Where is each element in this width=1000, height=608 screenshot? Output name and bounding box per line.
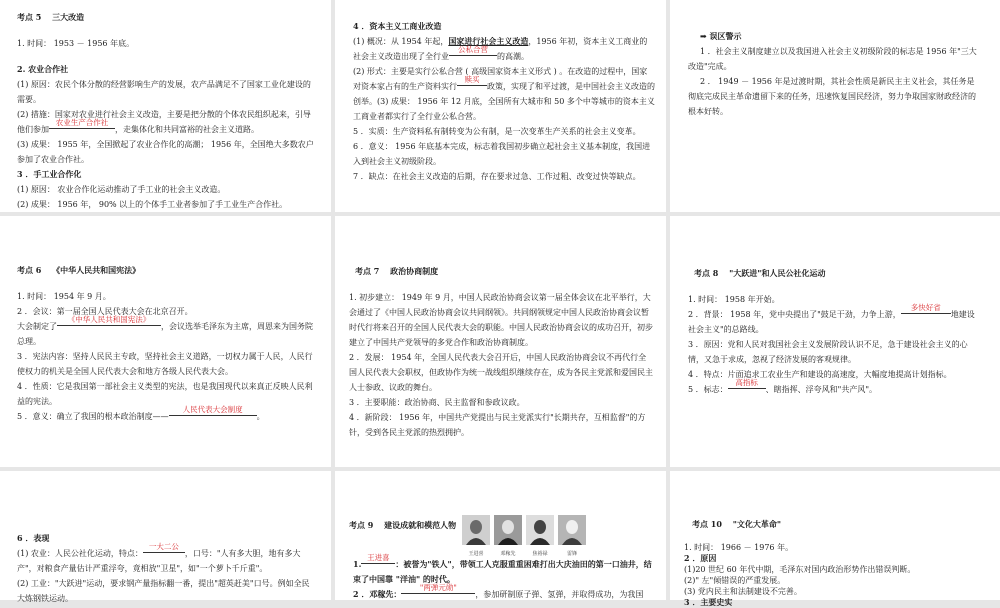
answer-blank: 多快好省 xyxy=(901,303,951,314)
text-segment: (2) 形式：主要是实行公私合营 ( 高级国家资本主义形式 ) 。在改造的过程中，国家对资本家占有的生产资料实行 xyxy=(353,67,648,91)
answer-blank: 一大二公 xyxy=(143,542,185,553)
text-segment: ，会议选举毛泽东为主席，周恩来为国务院总理。 xyxy=(17,322,313,346)
section-heading: 2. 农业合作社 xyxy=(17,64,69,74)
warning-title: ➡ 误区警示 xyxy=(700,31,742,41)
text-segment: (3) 成果： 1956 年 12 月底，全国所有大城市和 50 多个中等城市的资本主义工商业者都实行了全行业公私合营。 xyxy=(353,97,655,121)
text-segment: 5 ．标志： xyxy=(688,385,728,394)
text-line: 1. 时间： 1954 年 9 月。 xyxy=(17,292,111,301)
slide-kaodian-6 xyxy=(0,216,331,467)
portrait-lei-feng xyxy=(558,515,586,545)
section-heading: 3 ．手工业合作化 xyxy=(17,169,82,179)
text-line: 2 ．发展： 1954 年，全国人民代表大会召开后，中国人民政治协商会议不再代行全国人民代表大会职权，但政协作为统一战线组织继续存在，成为各民主党派和爱国民主人士参政、议政的舞台。 xyxy=(349,353,653,392)
slide-kaodian-5 xyxy=(0,0,331,212)
answer-blank: 王进喜 xyxy=(361,553,395,564)
text-segment: 政策，实现了和平过渡，是中国社会主义改造的创举。 xyxy=(353,82,655,106)
slide-title: 考点 7 政治协商制度 xyxy=(355,266,439,276)
text-segment: (2) 措施：国家对农业进行社会主义改造，主要是把分散的个体农民组织起来，引导他们参加 xyxy=(17,110,311,134)
slide-kaodian-7 xyxy=(335,216,666,467)
text-line xyxy=(17,107,317,137)
text-line: 2 ．会议：第一届全国人民代表大会在北京召开。 xyxy=(17,307,193,316)
text-segment: 1. xyxy=(353,559,362,569)
text-segment: ，1956 年初，资本主义工商业的社会主义改造出现了全行业 xyxy=(353,37,648,61)
slide-title: 6 ．表现 xyxy=(17,533,50,543)
text-segment: 的高潮。 xyxy=(497,52,529,61)
text-line xyxy=(353,583,653,602)
text-line: 2 ． 1949 － 1956 年是过渡时期，其社会性质是新民主主义社会，其任务是彻底完成民主革命遗留下来的任务，迅速恢复国民经济，努力争取国家财政经济的根本好转。 xyxy=(688,77,976,116)
slide-title: 考点 8 "大跃进"和人民公社化运动 xyxy=(694,268,826,278)
slide-kaodian-9 xyxy=(335,471,666,600)
text-line: (1) 原因：农民个体分散的经营影响生产的发展，农产品满足不了国家工业化建设的需要。 xyxy=(17,80,311,104)
portrait-caption: 焦裕禄 xyxy=(532,551,548,557)
text-line: 4 ．新阶段： 1956 年，中国共产党提出与民主党派实行"长期共存，互相监督"的方针，受到各民主党派的热烈拥护。 xyxy=(349,413,646,437)
text-segment: 2 ．邓稼先： xyxy=(353,589,402,599)
text-line: (3) 成果： 1955 年，全国掀起了农业合作化的高潮； 1956 年，全国绝大多数农户参加了农业合作社。 xyxy=(17,140,314,164)
text-line: 1 ．社会主义制度建立以及我国进入社会主义初级阶段的标志是 1956 年"三大改造"完成。 xyxy=(688,47,977,71)
text-segment: (1) 农业：人民公社化运动，特点： xyxy=(17,549,143,558)
slide-title: 4 ．资本主义工商业改造 xyxy=(353,21,442,31)
text-segment: 地建设社会主义"的总路线。 xyxy=(688,310,975,334)
text-segment: 、瞎指挥、浮夸风和"共产风"。 xyxy=(765,385,877,394)
text-segment: 2 ．背景： 1958 年，党中央提出了"鼓足干劲，力争上游， xyxy=(688,310,901,319)
answer-blank: 公私合营 xyxy=(449,45,497,56)
slide-title: 考点 10 "文化大革命" xyxy=(692,519,782,529)
portrait-caption: 邓稼先 xyxy=(500,551,516,557)
text-segment: 大会制定了 xyxy=(17,322,57,331)
text-line xyxy=(688,378,982,397)
text-line: (2)" 左"倾错误的严重发展。 xyxy=(684,576,786,585)
text-line: 4 ．特点：片面追求工农业生产和建设的高速度，大幅度地提高计划指标。 xyxy=(688,370,952,379)
text-line: 5 ．实质：生产资料私有制转变为公有制，是一次变革生产关系的社会主义变革。 xyxy=(353,127,641,136)
slide-title: 考点 5 三大改造 xyxy=(17,12,85,22)
slide-great-leap-manifestations xyxy=(0,471,331,603)
slide-misconception-warning xyxy=(670,0,1000,212)
text-line xyxy=(17,542,317,576)
text-line: (1) 原因： 农业合作化运动推动了手工业的社会主义改造。 xyxy=(17,185,226,194)
text-line: 1. 时间： 1966 － 1976 年。 xyxy=(684,543,794,552)
text-line xyxy=(17,315,317,349)
text-line: 1. 时间： 1958 年开始。 xyxy=(688,295,780,304)
text-segment: ：被誉为"铁人"，带领工人克服重重困难打出大庆油田的第一口油井，结束了中国靠 "洋油" 的时代。 xyxy=(353,559,652,584)
text-line: 3 ．主要职能：政治协商、民主监督和参政议政。 xyxy=(349,398,525,407)
text-line: 6 ．意义： 1956 年底基本完成，标志着我国初步确立起社会主义基本制度，我国进入到社会主义初级阶段。 xyxy=(353,142,651,166)
slide-kaodian-10 xyxy=(670,471,1000,607)
text-segment: ，口号："人有多大胆，地有多大产"，对粮食产量估计严重浮夸，竟相放"卫星"，如"一个萝卜千斤重"。 xyxy=(17,549,301,573)
text-segment: 5 ．意义：确立了我国的根本政治制度—— xyxy=(17,412,169,421)
slide-title: 考点 6 《中华人民共和国宪法》 xyxy=(17,265,141,275)
text-line: (2) 工业："大跃进"运动，要求钢产量指标翻一番，提出"超英赶美"口号。例如全民大炼钢铁运动。 xyxy=(17,579,310,603)
answer-blank: 《中华人民共和国宪法》 xyxy=(57,315,161,326)
text-line: 7 ．缺点：在社会主义改造的后期，存在要求过急、工作过粗、改变过快等缺点。 xyxy=(353,172,641,181)
time-line: 1. 时间： 1953 － 1956 年底。 xyxy=(17,39,135,48)
underlined-text: 国家进行社会主义改造 xyxy=(448,36,529,46)
portrait-deng-jiaxian xyxy=(494,515,522,545)
text-line: (1)20 世纪 60 年代中期，毛泽东对国内政治形势作出错误判断。 xyxy=(684,565,916,574)
section-heading: 2 ．原因 xyxy=(684,553,717,563)
answer-blank: 高指标 xyxy=(728,378,766,389)
portrait-jiao-yulu xyxy=(526,515,554,545)
slide-title: 考点 9 建设成就和模范人物 xyxy=(349,520,457,530)
text-segment: (1) 概况：从 1954 年起， xyxy=(353,37,449,46)
text-segment: ，参加研制原子弹、氢弹，并取得成功，为我国 xyxy=(475,590,644,599)
text-line: (2) 成果： 1956 年， 90% 以上的个体手工业者参加了手工业生产合作社。 xyxy=(17,200,288,209)
text-segment: ，走集体化和共同富裕的社会主义道路。 xyxy=(115,125,259,134)
text-line xyxy=(353,64,655,124)
section-heading: 3 ．主要史实 xyxy=(684,597,733,607)
portrait-wang-jinxi xyxy=(462,515,490,545)
text-line xyxy=(17,405,317,424)
slide-kaodian-4-capitalist-reform xyxy=(335,0,666,212)
answer-blank: 农业生产合作社 xyxy=(49,118,115,129)
answer-blank: 赎买 xyxy=(457,75,487,86)
text-segment: 。 xyxy=(256,412,265,421)
answer-blank: 人民代表大会制度 xyxy=(169,405,257,416)
text-line: 3 ．宪法内容：坚持人民民主专政，坚持社会主义道路，一切权力属于人民，人民行使权力的机关是全国人民代表大会和地方各级人民代表大会。 xyxy=(17,352,313,376)
text-line: 3 ．原因：党和人民对我国社会主义发展阶段认识不足，急于建设社会主义的心情，又急于求成，忽视了经济发展的客观规律。 xyxy=(688,340,968,364)
answer-blank: "两弹元勋" xyxy=(401,583,475,594)
slide-kaodian-8 xyxy=(670,216,1000,467)
text-line xyxy=(688,303,982,337)
text-line: (3) 党内民主和法制建设不完善。 xyxy=(684,587,802,596)
text-line xyxy=(353,34,655,64)
portrait-caption: 雷锋 xyxy=(566,551,577,557)
text-line: 4 ．性质：它是我国第一部社会主义类型的宪法，也是我国现代以来真正反映人民利益的宪法。 xyxy=(17,382,313,406)
portrait-caption: 王进喜 xyxy=(468,551,484,557)
text-line: 1. 初步建立： 1949 年 9 月，中国人民政治协商会议第一届全体会议在北平举行，大会通过了《中国人民政治协商会议共同纲领》。共同纲领规定中国人民政治协商会议暂时代行将来召开的全国人民代表大会的职能。中国人民政治协商会议的成功召开，初步建立了中国共产党领导的多党合作和政治协商制度。 xyxy=(349,293,653,347)
